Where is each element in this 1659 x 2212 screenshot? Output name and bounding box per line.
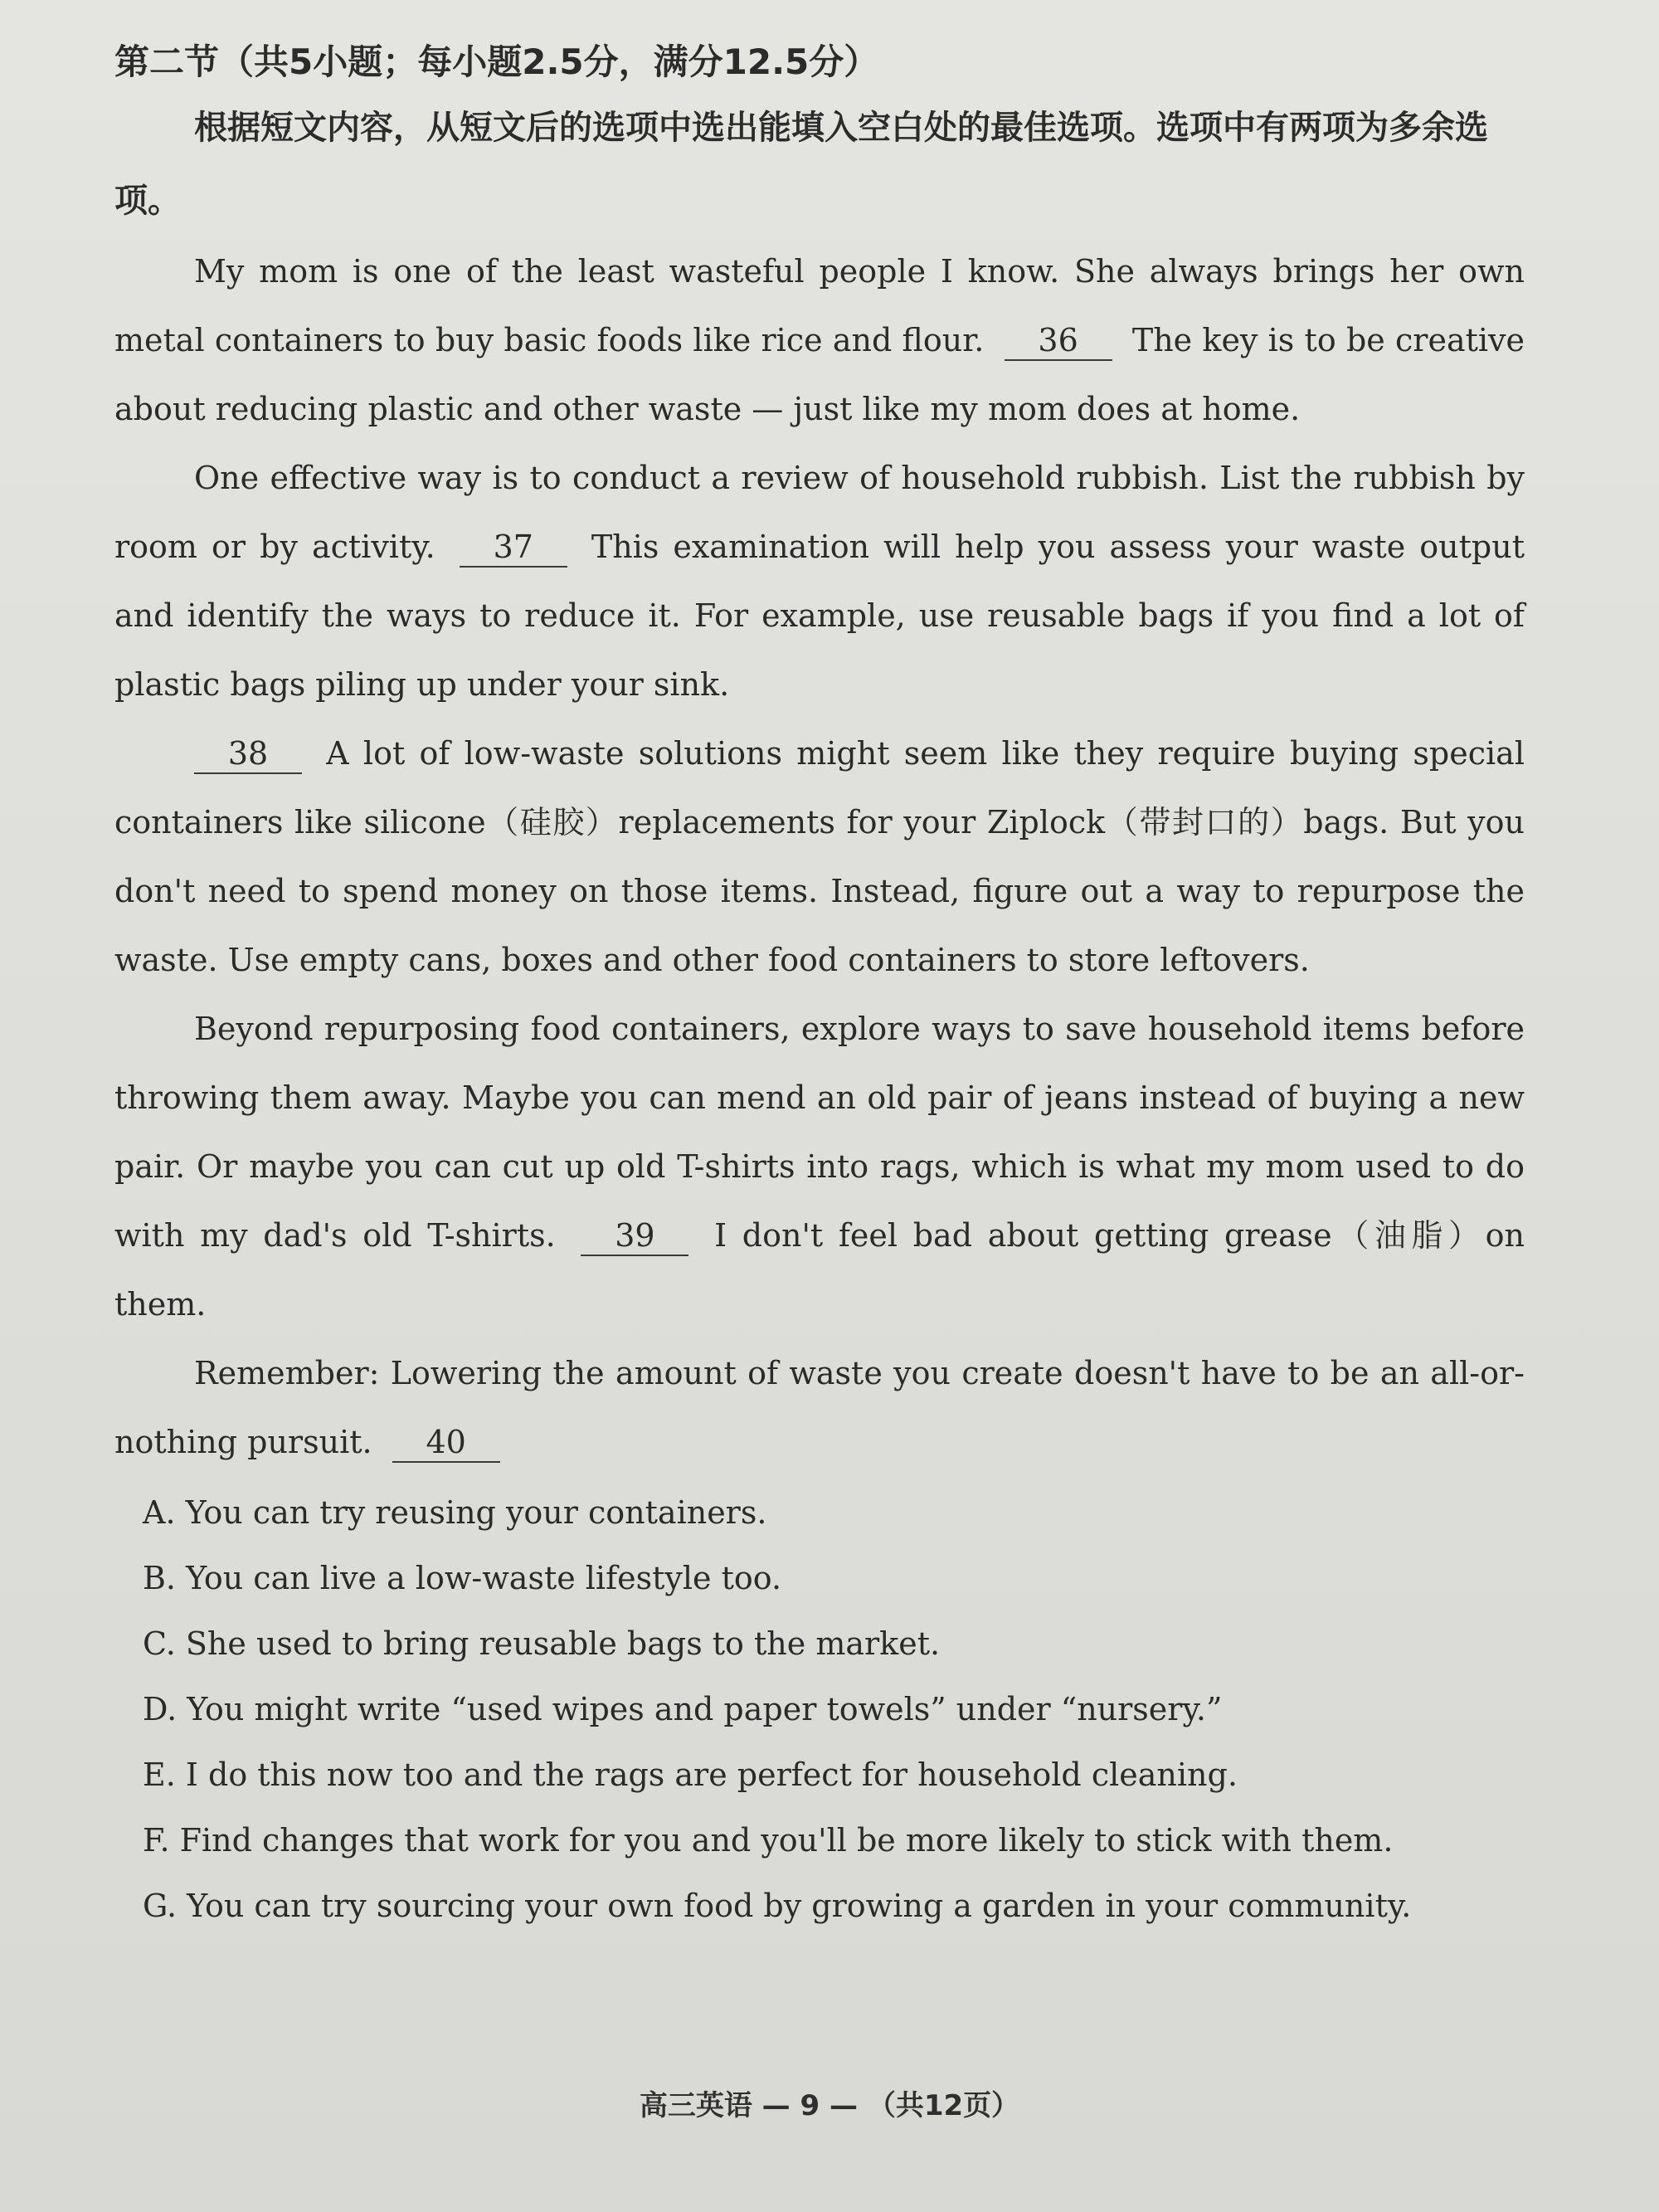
option-b: B. You can live a low-waste lifestyle too. bbox=[143, 1560, 782, 1596]
passage-paragraph-1 bbox=[114, 237, 1525, 444]
option-d: D. You might write “used wipes and paper towels” under “nursery.” bbox=[143, 1691, 1223, 1727]
paragraph-text: I don't feel bad about getting grease（油脂）on them. bbox=[114, 1217, 1525, 1323]
page-footer: 高三英语 — 9 — （共12页） bbox=[639, 2089, 1020, 2122]
option-a: A. You can try reusing your containers. bbox=[143, 1494, 767, 1531]
option-g: G. You can try sourcing your own food by growing a garden in your community. bbox=[143, 1888, 1412, 1924]
blank-39: 39 bbox=[581, 1216, 688, 1256]
paragraph-text: A lot of low-waste solutions might seem like they require buying special containers like silicone（硅胶）replacements for your Ziplock（带封口的）bags. But you don't need to spend money on those items. Instead, figure out a way to repurpose the waste. Use empty cans, boxes and other food containers to store leftovers. bbox=[114, 735, 1525, 978]
passage-paragraph-5 bbox=[114, 1339, 1525, 1477]
answer-options bbox=[114, 1480, 1525, 1939]
option-e: E. I do this now too and the rags are perfect for household cleaning. bbox=[143, 1756, 1238, 1793]
blank-40: 40 bbox=[392, 1423, 500, 1463]
passage-paragraph-3 bbox=[114, 719, 1525, 995]
paragraph-text: My mom is one of the least wasteful people I know. She always brings her own metal containers to buy basic foods like rice and flour. bbox=[114, 253, 1525, 358]
option-c: C. She used to bring reusable bags to the market. bbox=[143, 1625, 941, 1662]
blank-36: 36 bbox=[1005, 321, 1112, 361]
blank-38: 38 bbox=[194, 734, 302, 774]
blank-37: 37 bbox=[460, 528, 567, 568]
paragraph-text: The key is to be creative about reducing plastic and other waste — just like my mom does at home. bbox=[114, 322, 1525, 427]
paragraph-text: Beyond repurposing food containers, explore ways to save household items before throwing them away. Maybe you can mend an old pair of jeans instead of buying a new pair. Or maybe you can cut up old T-shirts into rags, which is what my mom used to do with my dad's old T-shirts. bbox=[114, 1011, 1525, 1254]
passage-paragraph-4 bbox=[114, 995, 1525, 1339]
passage-paragraph-2 bbox=[114, 444, 1525, 719]
paragraph-text: One effective way is to conduct a review of household rubbish. List the rubbish by room or by activity. bbox=[114, 460, 1525, 565]
option-f: F. Find changes that work for you and you'll be more likely to stick with them. bbox=[143, 1822, 1394, 1859]
paragraph-text: Remember: Lowering the amount of waste you create doesn't have to be an all-or-nothing pursuit. bbox=[114, 1355, 1525, 1460]
section-heading: 第二节（共5小题；每小题2.5分，满分12.5分） bbox=[114, 41, 879, 82]
paragraph-text: This examination will help you assess your waste output and identify the ways to reduce it. For example, use reusable bags if you find a lot of plastic bags piling up under your sink. bbox=[114, 529, 1525, 703]
page-content bbox=[114, 33, 1525, 1939]
section-instructions: 根据短文内容，从短文后的选项中选出能填入空白处的最佳选项。选项中有两项为多余选项。 bbox=[114, 109, 1488, 220]
